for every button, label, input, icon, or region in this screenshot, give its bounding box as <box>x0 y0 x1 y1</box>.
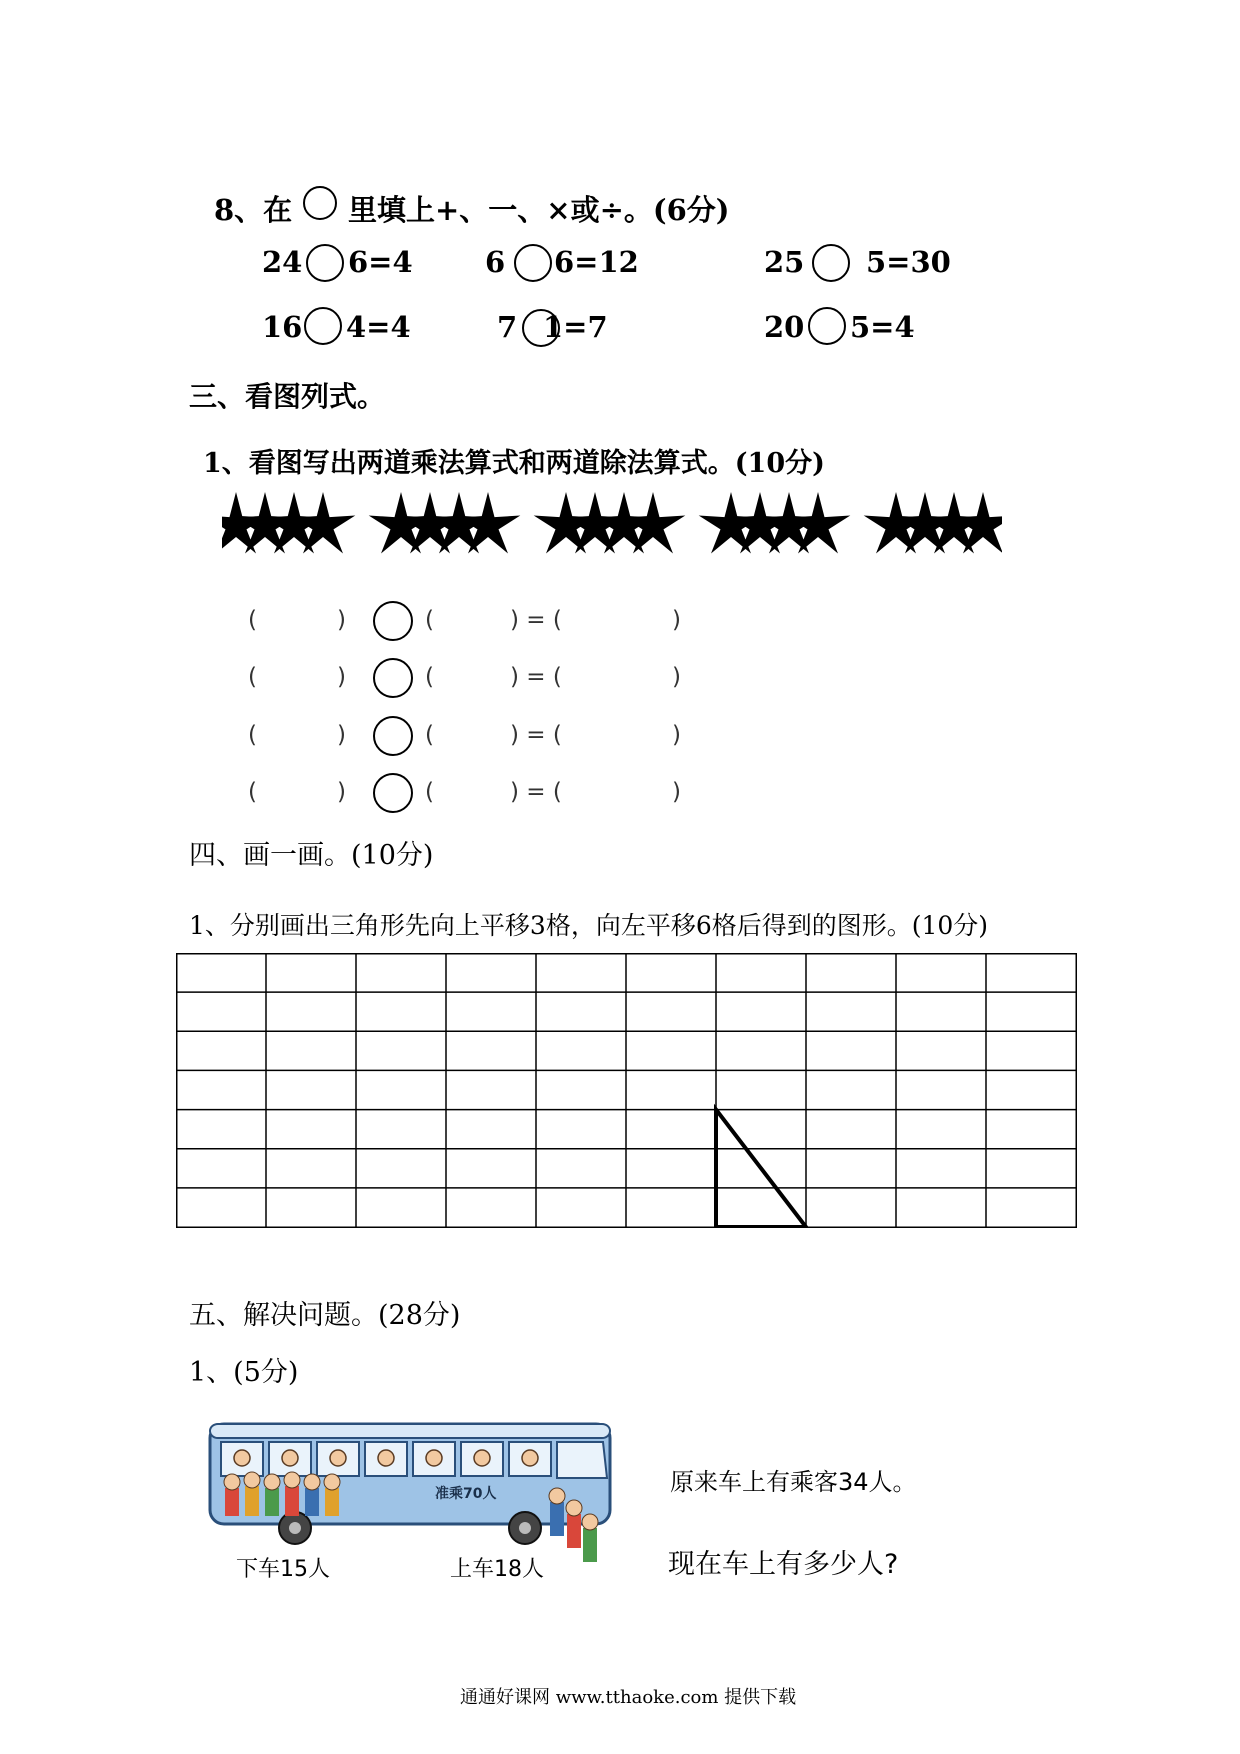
equation-paren: ( <box>248 664 257 690</box>
operator-circle[interactable] <box>373 716 413 756</box>
q8-prefix: 8、在 <box>214 193 293 227</box>
equation-paren: ( <box>248 722 257 748</box>
equation-paren: ) <box>672 607 681 633</box>
equation-paren: ( <box>425 607 434 633</box>
equation-paren: ) <box>672 722 681 748</box>
q8-expr-left: 6 <box>485 245 506 279</box>
bus-sign: 准乘70人 <box>435 1486 497 1502</box>
q8-expr-right: 6=4 <box>348 245 413 279</box>
q8-expr-left: 20 <box>764 310 805 344</box>
equation-paren: ) <box>672 664 681 690</box>
label-got-off: 下车15人 <box>236 1557 330 1582</box>
equation-paren: ) = ( <box>510 722 562 748</box>
equation-paren: ) = ( <box>510 779 562 805</box>
equation-paren: ( <box>248 607 257 633</box>
equation-paren: ) <box>337 779 346 805</box>
section-title: 五、解决问题。(28分) <box>189 1300 461 1331</box>
equation-paren: ) <box>337 607 346 633</box>
q8-expr-right: 1=7 <box>543 310 608 344</box>
q8-expr-right: 5=30 <box>866 245 951 279</box>
q8-expr-left: 24 <box>262 245 303 279</box>
question-text: 1、(5分) <box>189 1357 299 1388</box>
q8-expr-left: 16 <box>262 310 303 344</box>
q8-expr-left: 7 <box>497 310 518 344</box>
equation-paren: ) = ( <box>510 664 562 690</box>
answer-circle[interactable] <box>812 244 850 282</box>
operator-circle[interactable] <box>373 773 413 813</box>
problem-question: 现在车上有多少人? <box>668 1549 899 1580</box>
equation-paren: ) = ( <box>510 607 562 633</box>
equation-paren: ( <box>425 779 434 805</box>
q8-expr-right: 6=12 <box>554 245 639 279</box>
operator-circle[interactable] <box>373 658 413 698</box>
drawing-grid[interactable] <box>176 953 1077 1228</box>
q8-expr-right: 4=4 <box>346 310 411 344</box>
equation-paren: ( <box>425 664 434 690</box>
answer-circle[interactable] <box>514 244 552 282</box>
question-text: 1、看图写出两道乘法算式和两道除法算式。(10分) <box>203 448 825 479</box>
equation-paren: ) <box>337 722 346 748</box>
q8-instruction: 里填上+、一、×或÷。(6分) <box>348 193 730 227</box>
triangle-shape <box>716 1110 806 1227</box>
equation-paren: ) <box>672 779 681 805</box>
star-groups <box>222 490 1002 560</box>
q8-expr-right: 5=4 <box>850 310 915 344</box>
q8-expr-left: 25 <box>764 245 805 279</box>
footer-text: 通通好课网 www.tthaoke.com 提供下载 <box>460 1687 797 1708</box>
answer-circle[interactable] <box>304 307 342 345</box>
equation-paren: ( <box>425 722 434 748</box>
question-text: 1、分别画出三角形先向上平移3格，向左平移6格后得到的图形。(10分) <box>189 911 989 940</box>
answer-circle[interactable] <box>303 186 337 220</box>
answer-circle[interactable] <box>306 244 344 282</box>
operator-circle[interactable] <box>373 601 413 641</box>
label-got-on: 上车18人 <box>450 1557 544 1582</box>
equation-paren: ( <box>248 779 257 805</box>
section-title: 三、看图列式。 <box>189 380 386 413</box>
equation-paren: ) <box>337 664 346 690</box>
answer-circle[interactable] <box>808 307 846 345</box>
section-title: 四、画一画。(10分) <box>189 840 434 871</box>
problem-text: 原来车上有乘客34人。 <box>670 1468 917 1496</box>
